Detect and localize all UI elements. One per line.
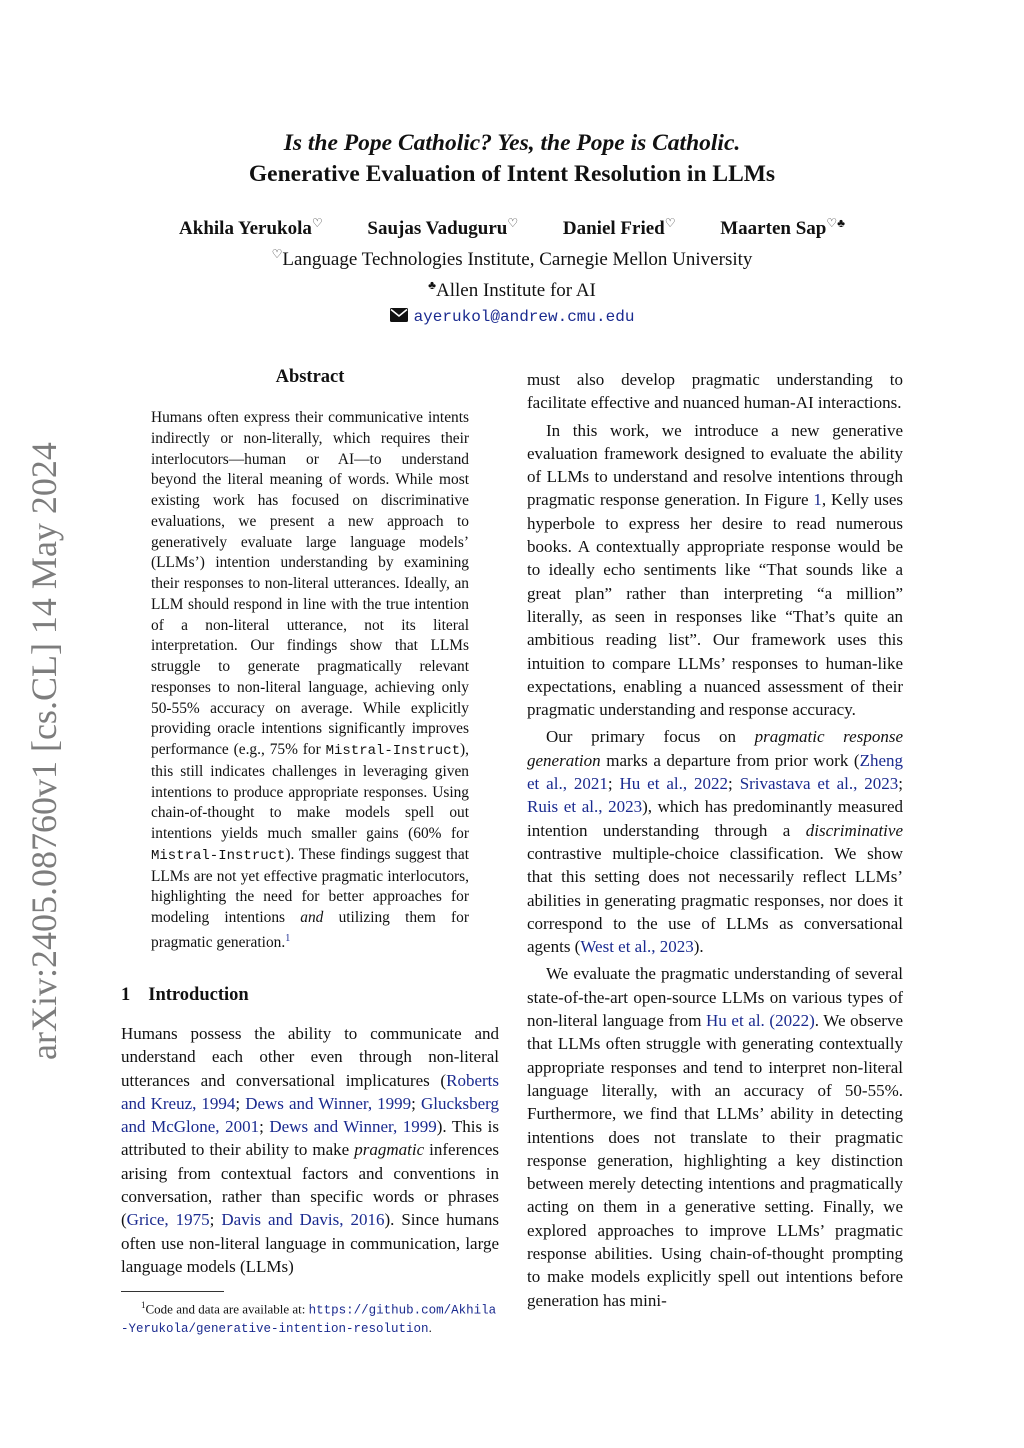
text-run: ; [235,1093,246,1113]
text-run: ; [209,1210,222,1230]
affiliation-text: Allen Institute for AI [435,279,596,301]
paper-title [0,128,1024,190]
affiliation [0,242,1024,273]
abstract-run: ). These findings suggest that LLMs are not yet effective pragmatic interlocutors, highlighting the need for better approaches for modeling intentions [151,845,469,926]
envelope-icon [390,306,408,331]
paragraph [527,368,903,415]
affiliation-mark: ♡ [311,216,323,230]
text-emphasis: pragmatic response generation [527,727,903,770]
author-name: Akhila Yerukola [179,218,312,239]
text-run: ; [607,774,620,794]
affiliation [0,273,1024,304]
text-run: ). [693,937,704,957]
citation-link[interactable]: Srivastava et al., 2023 [739,774,899,794]
abstract-emphasis: and [300,909,324,926]
citation-link[interactable]: Dews and Winner, 1999 [245,1093,412,1113]
footnote-text: . [428,1320,432,1336]
affiliation-mark: ♡ [271,247,283,261]
author [179,216,323,240]
model-name: Mistral-Instruct [325,743,461,759]
citation-link[interactable]: Ruis et al., 2023 [527,797,643,817]
citation-link[interactable]: West et al., 2023 [580,937,694,957]
text-run: Humans possess the ability to communicate and understand each other even through non-literal utterances and conversational implicatures ( [121,1024,499,1090]
affiliation-mark: ♡ [664,216,676,230]
author-list [0,216,1024,240]
text-run: contrastive multiple-choice classification. We show that this setting does not necessarily reflect LLMs’ abilities in generating pragmatic responses, nor does it correspond to the use of LLMs as conversational agents ( [527,843,903,957]
citation-link[interactable]: Hu et al., 2022 [619,774,729,794]
text-run: ; [728,774,740,794]
author [720,216,845,240]
paragraph [527,962,903,1311]
citation-link[interactable]: Zheng et al., 2021 [527,750,903,794]
email-link[interactable]: ayerukol@andrew.cmu.edu [413,308,635,326]
author [563,216,676,240]
section-heading [121,985,249,1006]
author [367,216,518,240]
figure-ref-link[interactable]: 1 [813,490,822,510]
title-line-2: Generative Evaluation of Intent Resolution in LLMs [248,161,776,187]
author-name: Maarten Sap [720,218,827,239]
footnote-text: Code and data are available at: [145,1301,309,1317]
text-emphasis: pragmatic [354,1140,425,1160]
model-name: Mistral-Instruct [151,847,286,864]
text-run: ), which has predominantly measured intention understanding through a [527,797,903,840]
citation-link[interactable]: Glucksberg and McGlone, 2001 [121,1093,499,1137]
affiliation-mark: ♡ [507,216,519,230]
text-run: , Kelly uses hyperbole to express her desire to read numerous books. A contextually appropriate response would be to ideally echo sentiments like “That sounds like a great plan” rather than interpreting “a million” literally, as seen in responses like “That’s quite an ambitious reading list”. Our framework uses this intuition to compare LLMs’ responses to human-like expectations, enabling a nuanced assessment of their pragmatic understanding and response accuracy. [527,490,903,720]
text-run: Our primary focus on [546,727,755,747]
abstract-heading: Abstract [275,367,345,387]
intro-paragraph [121,1022,499,1278]
text-run: ; [898,774,903,794]
citation-link[interactable]: Hu et al. (2022) [706,1011,815,1031]
title-line-1: Is the Pope Catholic? Yes, the Pope is Catholic. [283,130,741,156]
email-row [0,305,1024,331]
author-name: Saujas Vaduguru [367,218,508,239]
paragraph [527,419,903,722]
text-run: ; [411,1093,421,1113]
affiliation-mark: ♣ [428,277,436,292]
section-number: 1 [121,985,131,1005]
text-run: In this work, we introduce a new generative evaluation framework designed to evaluate the ability of LLMs to understand and resolve intentions through pragmatic response generation. In Figure [527,420,903,510]
citation-link[interactable]: Davis and Davis, 2016 [221,1210,385,1230]
footnote-divider [121,1291,224,1292]
abstract-run: Humans often express their communicative intents indirectly or non-literally, which requires their interlocutors—human or AI—to understand beyond the literal meaning of words. While most existing work has focused on discriminative evaluations, we present a new approach to generatively evaluate large language models’ (LLMs’) intention understanding by examining their responses to non-literal utterances. Ideally, an LLM should respond in line with the true intention of a non-literal utterance, not its literal interpretation. Our findings show that LLMs struggle to generate pragmatically relevant responses to non-literal language, achieving only 50-55% accuracy on average. While explicitly providing oracle intentions significantly improves performance (e.g., 75% for [151,409,469,758]
affiliations [0,242,1024,331]
footnote [121,1296,499,1338]
abstract-run: ), this still indicates challenges in leveraging given intentions to produce appropriate responses. Using chain-of-thought to make models spell out intentions yields much smaller gains (60% for [151,741,469,842]
citation-link[interactable]: Dews and Winner, 1999 [269,1117,437,1137]
text-run: We evaluate the pragmatic understanding of several state-of-the-art open-source LLMs on various types of non-literal language from [527,964,903,1031]
affiliation-mark: ♡♣ [826,216,845,230]
affiliation-text: Language Technologies Institute, Carnegie Mellon University [282,249,753,270]
text-run: must also develop pragmatic understanding to facilitate effective and nuanced human-AI interactions. [527,370,903,413]
text-run: . We observe that LLMs often struggle with generating contextually appropriate responses and tend to interpret non-literal language literally, with an accuracy of 50-55%. Furthermore, we find that LLMs’ ability in detecting intentions does not translate to their pragmatic response generation, highlighting a key distinction between merely detecting intentions and pragmatically acting on them in a generative setting. Finally, we explored approaches to improve LLMs’ pragmatic response abilities. Using chain-of-thought prompting to make models explicitly spell out intentions before generation has mini- [527,1011,903,1310]
right-column [527,368,903,1316]
text-run: ). Since humans often use non-literal language in communication, large language models (LLMs) [121,1210,499,1276]
abstract-text [151,408,469,954]
author-name: Daniel Fried [562,218,665,239]
text-run: marks a departure from prior work ( [600,750,860,770]
citation-link[interactable]: Roberts and Kreuz, 1994 [121,1070,499,1113]
text-run: ; [259,1117,270,1137]
section-title: Introduction [148,985,249,1005]
text-run: inferences arising from contextual factors and conventions in conversation, rather than specific words or phrases ( [121,1140,500,1230]
paragraph [527,725,903,958]
text-run: ). This is attributed to their ability to make [121,1117,499,1160]
github-link[interactable]: https://github.com/Akhila-Yerukola/generative-intention-resolution [121,1303,497,1337]
text-emphasis: discriminative [805,820,903,840]
arxiv-identifier-stamp: arXiv:2405.08760v1 [cs.CL] 14 May 2024 [24,442,64,1060]
citation-link[interactable]: Grice, 1975 [126,1210,210,1230]
abstract-run: utilizing them for pragmatic generation. [151,909,469,951]
footnote-mark: 1 [141,1300,146,1310]
footnote-ref[interactable]: 1 [285,932,291,944]
